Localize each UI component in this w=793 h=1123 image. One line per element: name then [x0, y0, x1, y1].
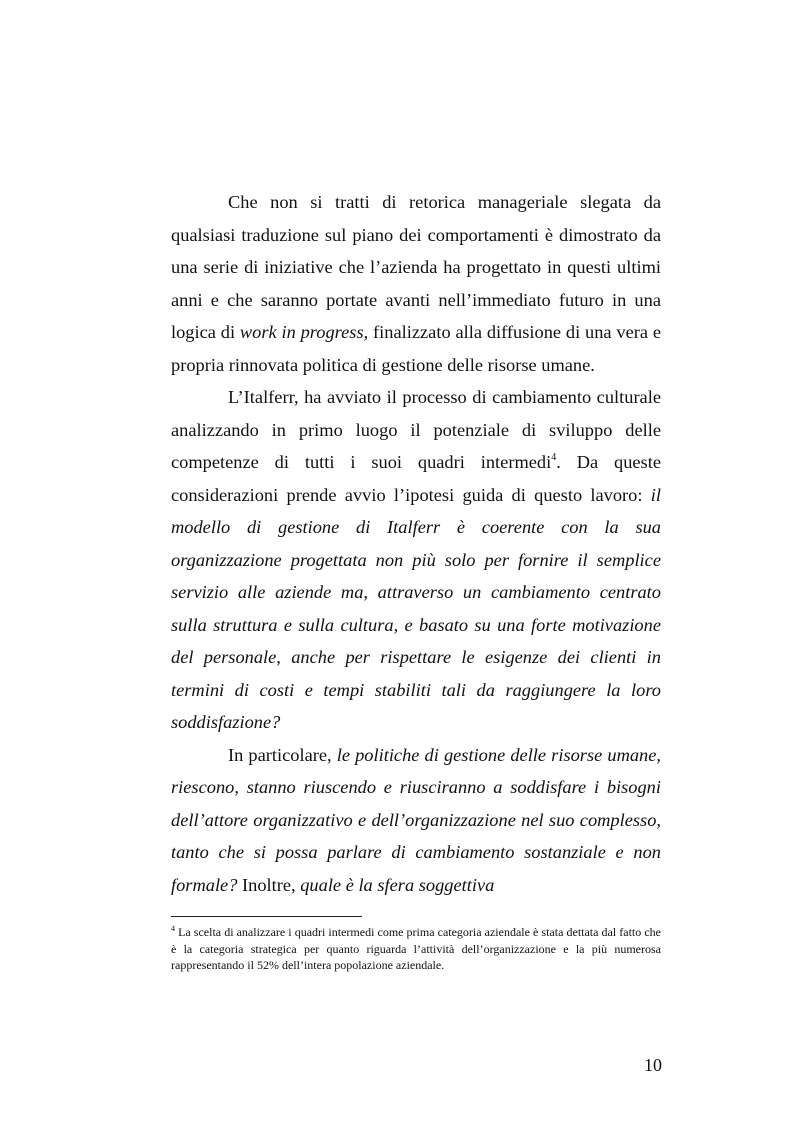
- paragraph-3-italic-end: quale è la sfera soggettiva: [300, 874, 495, 895]
- paragraph-1: [171, 186, 661, 381]
- footnote-separator: [171, 916, 362, 917]
- page-number: 10: [644, 1055, 662, 1075]
- paragraph-3-text: In particolare,: [228, 744, 337, 765]
- paragraph-2: [171, 381, 661, 739]
- footnote-text: La scelta di analizzare i quadri intermedi come prima categoria aziendale è stata dettata dal fatto che è la categoria strategica per quanto riguarda l’attività dell’organizzazione e la più numerosa rappresentando il 52% dell’intera popolazione aziendale.: [171, 925, 661, 972]
- footnote-reference[interactable]: 4: [551, 452, 557, 463]
- body-text: [171, 186, 661, 901]
- footnote-number: 4: [171, 924, 175, 933]
- footnote: [171, 924, 661, 974]
- paragraph-2-text-middle: . Da queste considerazioni prende avvio l’ipotesi guida di questo lavoro:: [171, 452, 661, 505]
- paragraph-1-text: Che non si tratti di retorica manageriale slegata da qualsiasi traduzione sul piano dei comportamenti è dimostrato da una serie di iniziative che l’azienda ha progettato in questi ultimi anni e che saranno portate avanti nell’immediato futuro in una logica di: [171, 192, 661, 342]
- paragraph-3-text-middle: Inoltre,: [237, 874, 301, 895]
- paragraph-2-text: L’Italferr, ha avviato il processo di cambiamento culturale analizzando in primo luogo il potenziale di sviluppo delle competenze di tutti i suoi quadri intermedi: [171, 387, 661, 472]
- paragraph-1-italic-phrase: work in progress: [239, 322, 364, 342]
- paragraph-2-italic-hypothesis: il modello di gestione di Italferr è coerente con la sua organizzazione progettata non più solo per fornire il semplice servizio alle aziende ma, attraverso un cambiamento centrato sulla struttura e sulla cultura, e basato su una forte motivazione del personale, anche per rispettare le esigenze dei clienti in termini di costi e tempi stabiliti tali da raggiungere la loro soddisfazione?: [171, 484, 661, 732]
- paragraph-3: [171, 739, 661, 902]
- paragraph-1-text-end: , finalizzato alla diffusione di una vera e propria rinnovata politica di gestione delle risorse umane.: [171, 322, 661, 375]
- paragraph-3-italic-question: le politiche di gestione delle risorse umane, riescono, stanno riuscendo e riusciranno a soddisfare i bisogni dell’attore organizzativo e dell’organizzazione nel suo complesso, tanto che si possa parlare di cambiamento sostanziale e non formale?: [171, 744, 661, 895]
